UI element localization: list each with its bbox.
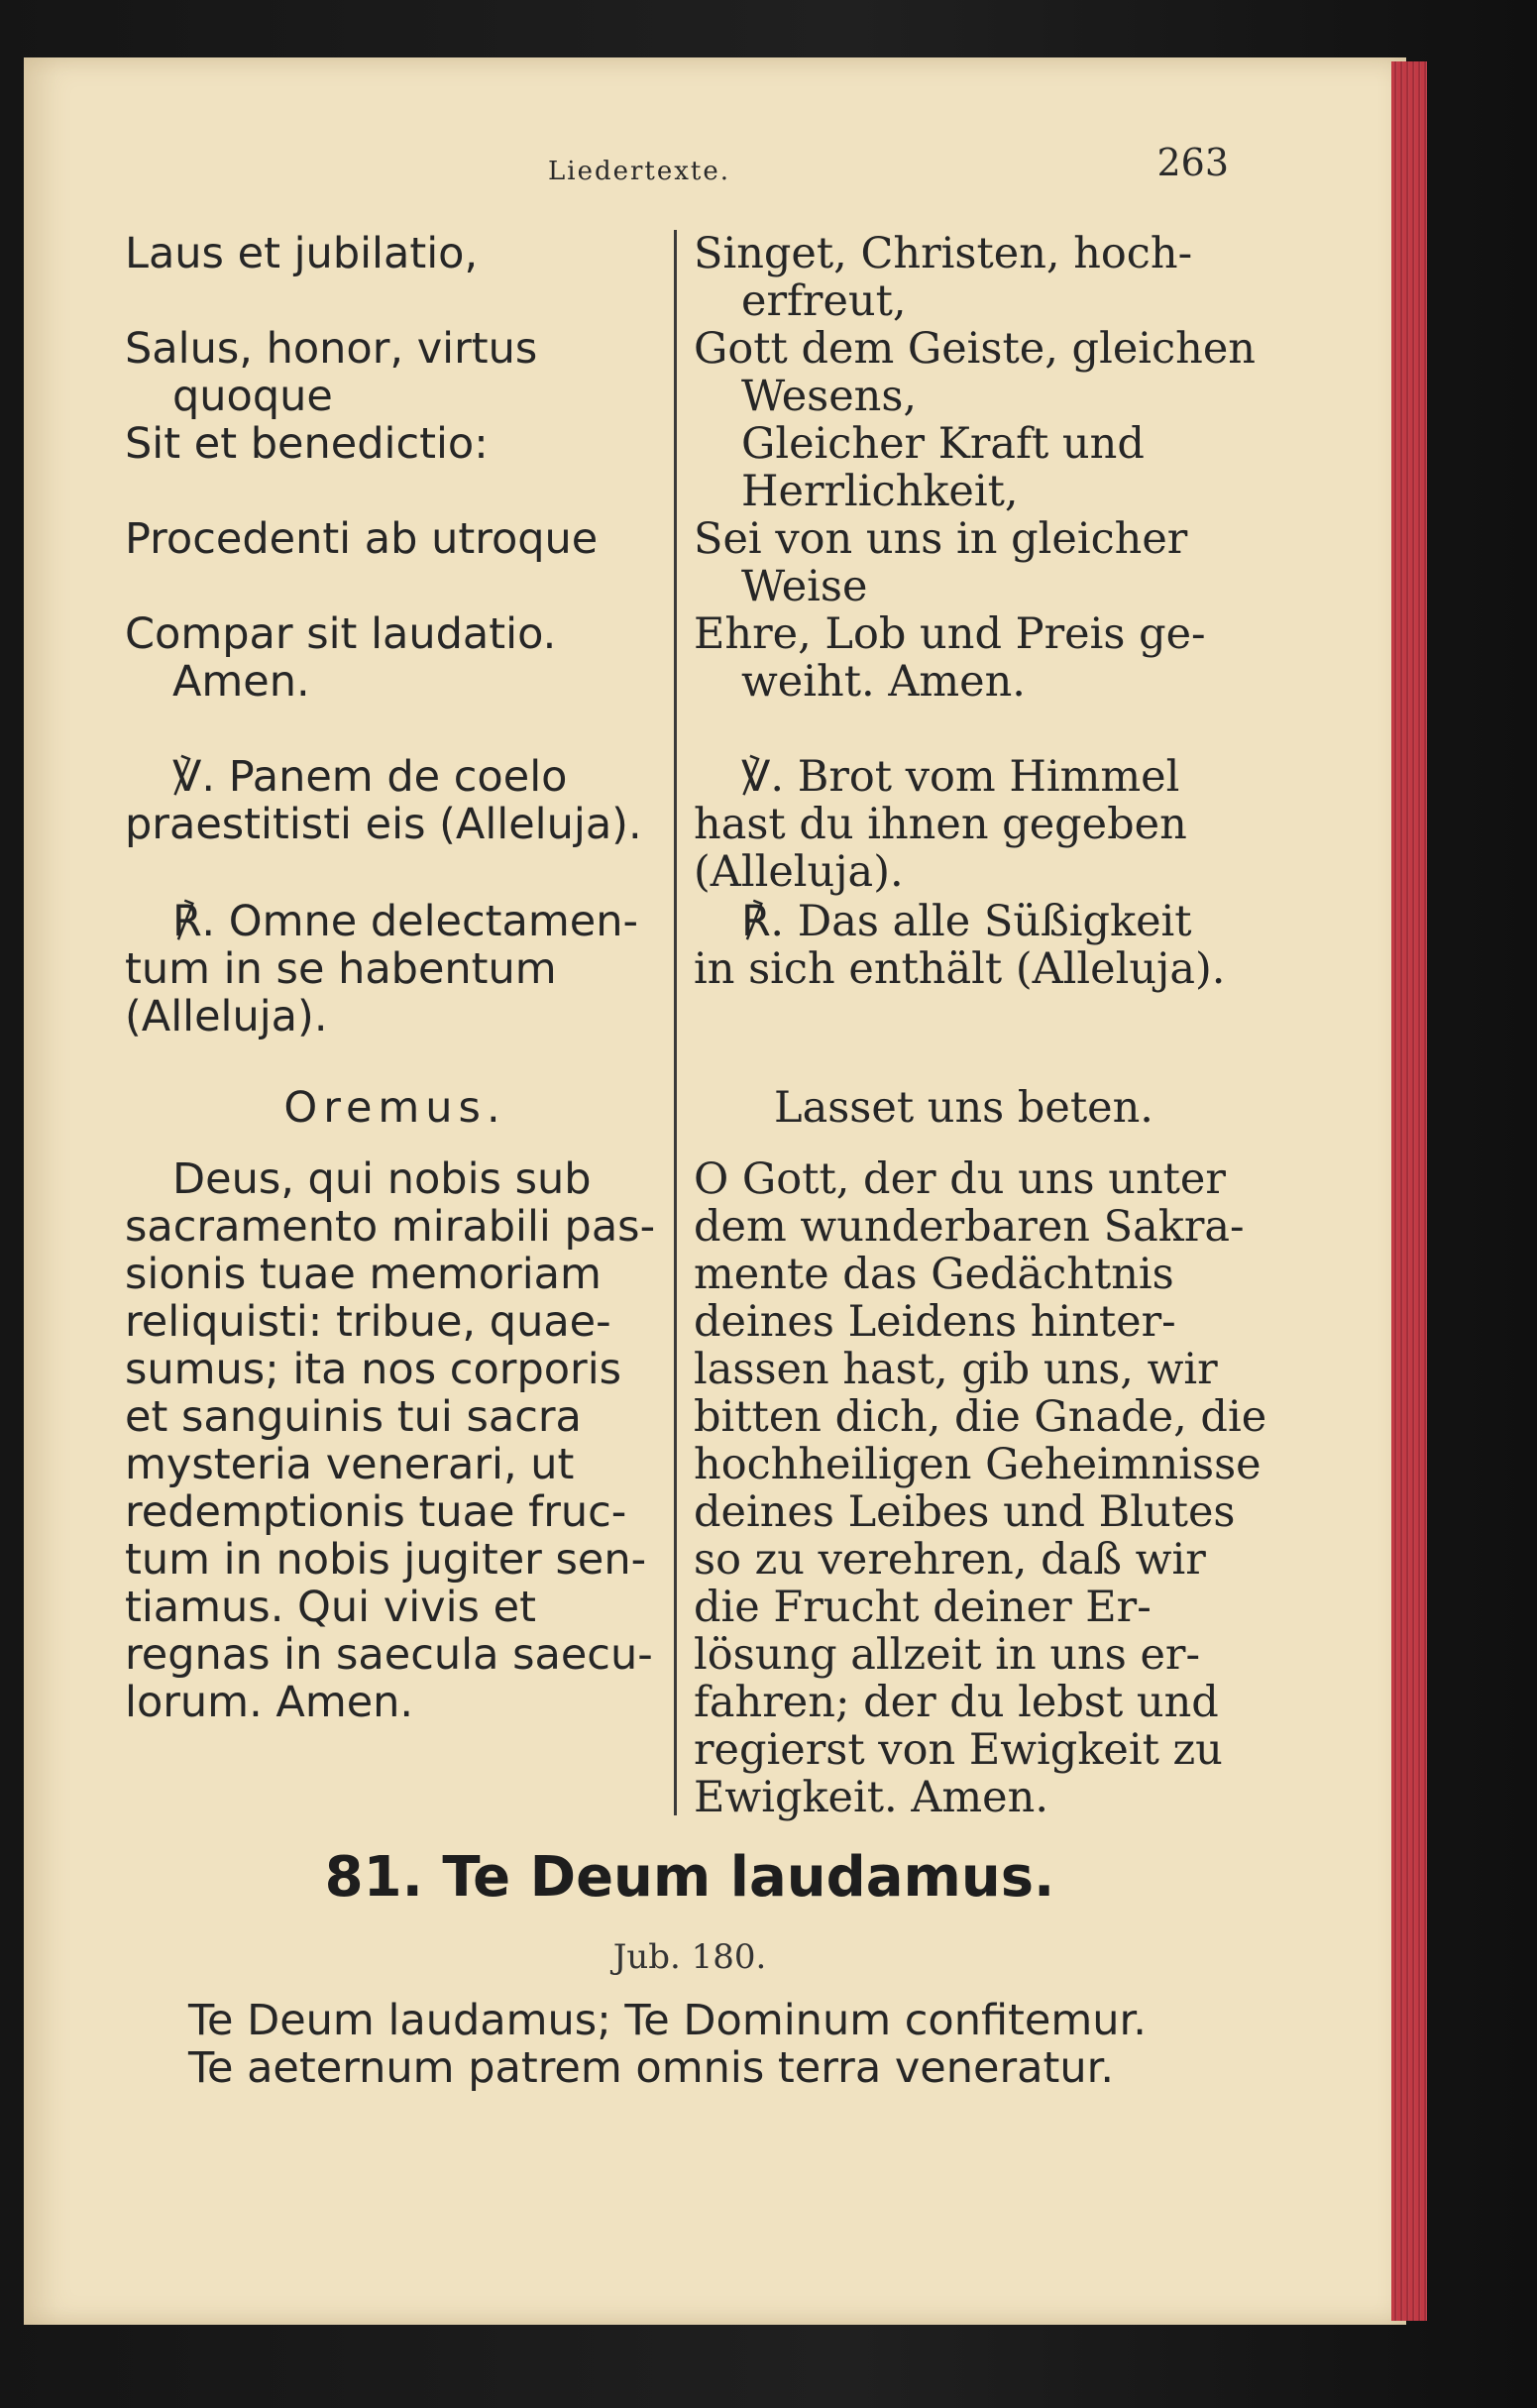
- hymnal-reference: Jub. 180.: [612, 1937, 767, 1977]
- prayer-line: sacramento mirabili pas-: [125, 1202, 656, 1252]
- german-hymn-line: Sei von uns in gleicher: [694, 514, 1188, 564]
- german-hymn-line: Gott dem Geiste, gleichen: [694, 324, 1256, 374]
- prayer-line: reliquisti: tribue, quae-: [125, 1297, 611, 1347]
- prayer-line: regnas in saecula saecu-: [125, 1630, 653, 1680]
- oremus-heading: Oremus.: [283, 1083, 506, 1133]
- prayer-line: lösung allzeit in uns er-: [694, 1630, 1201, 1680]
- prayer-line: redemptionis tuae fruc-: [125, 1487, 627, 1537]
- german-hymn-line: Weise: [741, 562, 868, 611]
- german-hymn-line: Herrlichkeit,: [741, 467, 1019, 516]
- red-page-edge: [1391, 61, 1427, 2321]
- german-versicle: [694, 753, 1234, 896]
- latin-hymn-line: Procedenti ab utroque: [125, 514, 599, 564]
- versicle-line: hast du ihnen gegeben: [694, 800, 1187, 849]
- prayer-line: tiamus. Qui vivis et: [125, 1583, 536, 1632]
- prayer-line: fahren; der du lebst und: [694, 1678, 1219, 1727]
- german-hymn-line: Singet, Christen, hoch-: [694, 229, 1193, 278]
- german-response: [694, 898, 1234, 993]
- latin-oremus: [125, 1084, 665, 1132]
- response-line: in sich enthält (Alleluja).: [694, 944, 1226, 994]
- latin-versicle: [125, 753, 665, 848]
- german-prayer: [694, 1154, 1267, 1822]
- running-title: Liedertexte.: [547, 157, 731, 186]
- german-hymn: [694, 229, 1256, 707]
- german-hymn-line: weiht. Amen.: [741, 657, 1026, 707]
- latin-hymn-line: Laus et jubilatio,: [125, 229, 479, 278]
- section-heading: 81. Te Deum laudamus.: [324, 1845, 1055, 1910]
- prayer-line: lassen hast, gib uns, wir: [694, 1345, 1218, 1394]
- prayer-line: deines Leidens hinter-: [694, 1297, 1176, 1347]
- prayer-line: deines Leibes und Blutes: [694, 1487, 1236, 1537]
- prayer-line: O Gott, der du uns unter: [694, 1154, 1226, 1204]
- prayer-line: bitten dich, die Gnade, die: [694, 1392, 1267, 1442]
- german-hymn-line: erfreut,: [741, 276, 907, 326]
- german-hymn-line: Wesens,: [741, 372, 918, 421]
- prayer-line: Deus, qui nobis sub: [172, 1154, 592, 1204]
- prayer-line: so zu verehren, daß wir: [694, 1535, 1206, 1585]
- prayer-line: hochheiligen Geheimnisse: [694, 1440, 1262, 1489]
- versicle-line: ℣. Brot vom Himmel: [741, 752, 1180, 802]
- versicle-line: (Alleluja).: [694, 847, 904, 897]
- te-deum-line: Te aeternum patrem omnis terra veneratur.: [188, 2043, 1114, 2093]
- prayer-line: et sanguinis tui sacra: [125, 1392, 582, 1442]
- te-deum-text: [188, 1997, 1239, 2092]
- latin-hymn-line: quoque: [172, 372, 333, 421]
- german-hymn-line: Ehre, Lob und Preis ge-: [694, 609, 1206, 659]
- te-deum-line: Te Deum laudamus; Te Dominum confitemur.: [188, 1996, 1147, 2045]
- latin-hymn-line: Amen.: [172, 657, 310, 707]
- prayer-line: regierst von Ewigkeit zu: [694, 1725, 1223, 1775]
- prayer-line: mente das Gedächtnis: [694, 1250, 1174, 1299]
- latin-hymn-line: Compar sit laudatio.: [125, 609, 557, 659]
- versicle-line: praestitisti eis (Alleluja).: [125, 800, 642, 849]
- prayer-line: tum in nobis jugiter sen-: [125, 1535, 647, 1585]
- response-line: tum in se habentum: [125, 944, 557, 994]
- response-line: (Alleluja).: [125, 992, 328, 1041]
- prayer-line: lorum. Amen.: [125, 1678, 414, 1727]
- prayer-line: dem wunderbaren Sakra-: [694, 1202, 1245, 1252]
- latin-prayer: [125, 1155, 665, 1726]
- prayer-line: mysteria venerari, ut: [125, 1440, 575, 1489]
- latin-hymn-line: Salus, honor, virtus: [125, 324, 538, 374]
- versicle-line: ℣. Panem de coelo: [172, 752, 568, 802]
- german-oremus: [694, 1084, 1234, 1132]
- oremus-heading: Lasset uns beten.: [774, 1083, 1153, 1133]
- prayer-line: sionis tuae memoriam: [125, 1250, 602, 1299]
- latin-hymn: [125, 230, 665, 706]
- prayer-line: sumus; ita nos corporis: [125, 1345, 622, 1394]
- response-line: ℟. Omne delectamen-: [172, 897, 638, 946]
- column-divider: [674, 230, 677, 1815]
- german-hymn-line: Gleicher Kraft und: [741, 419, 1145, 469]
- prayer-line: die Frucht deiner Er-: [694, 1583, 1152, 1632]
- latin-response: [125, 898, 665, 1040]
- latin-hymn-line: Sit et benedictio:: [125, 419, 489, 469]
- page-number: 263: [1156, 141, 1229, 184]
- prayer-line: Ewigkeit. Amen.: [694, 1773, 1048, 1822]
- response-line: ℟. Das alle Süßigkeit: [741, 897, 1192, 946]
